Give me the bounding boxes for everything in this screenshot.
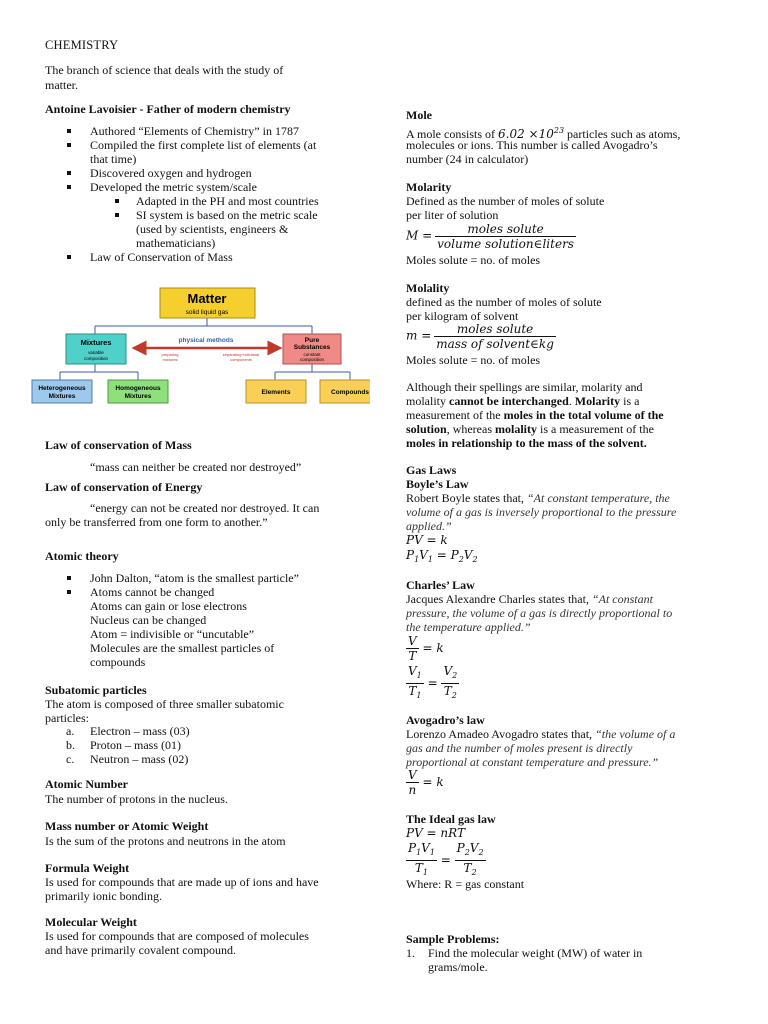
page-title: CHEMISTRY [45, 38, 119, 52]
subatomic-heading: Subatomic particles [45, 683, 147, 697]
compounds-label: Compounds [331, 389, 369, 396]
molecular-weight-text: Is used for compounds that are composed of molecules [45, 929, 309, 943]
pure-label: Pure [304, 337, 320, 344]
preparing-label: mixtures [162, 357, 178, 362]
bullet-icon [67, 143, 71, 147]
text-span: . [568, 394, 575, 408]
molality-heading: Molality [406, 281, 450, 295]
fraction [435, 222, 576, 251]
list-item: Atom = indivisible or “uncutable” [90, 627, 255, 641]
bold-span: cannot be interchanged [449, 394, 569, 408]
charles-text [406, 592, 653, 606]
matter-diagram [30, 284, 370, 408]
avogadro-text: gas and the number of moles present is directly [406, 741, 633, 755]
list-item: Developed the metric system/scale [90, 180, 257, 194]
molarity-formula [406, 222, 576, 251]
text-span: particles such as atoms, [564, 127, 681, 141]
list-item: Proton – mass (01) [90, 738, 181, 752]
atomic-number-heading: Atomic Number [45, 777, 128, 791]
bullet-icon [67, 576, 71, 580]
list-item: Authored “Elements of Chemistry” in 1787 [90, 124, 299, 138]
boyle-text: applied.” [406, 519, 452, 533]
preparing-label: preparing [161, 352, 179, 357]
boyle-text [406, 491, 670, 505]
law-energy-quote: “energy can not be created nor destroyed. It can [90, 501, 320, 515]
ideal-gas-where: Where: R = gas constant [406, 877, 525, 891]
subatomic-text: particles: [45, 711, 89, 725]
list-item: Electron – mass (03) [90, 724, 190, 738]
molality-formula [406, 322, 556, 351]
molecular-weight-text: and have primarily covalent compound. [45, 943, 236, 957]
formula-lhs: m = [406, 328, 432, 343]
list-item: Discovered oxygen and hydrogen [90, 166, 252, 180]
bold-span: moles in the total volume of the [503, 408, 664, 422]
atomic-number-text: The number of protons in the nucleus. [45, 792, 228, 806]
charles-equation-2: $\frac{V_1}{T_1}$ = $\frac{V_2}{T_2}$ [406, 664, 459, 703]
molality-note: Moles solute = no. of moles [406, 353, 541, 367]
formula-weight-text: primarily ionic bonding. [45, 889, 162, 903]
list-item: that time) [90, 152, 137, 166]
law-energy-quote: only be transferred from one form to another.” [45, 515, 268, 529]
bullet-icon [67, 255, 71, 259]
molality-definition: defined as the number of moles of solute [406, 295, 602, 309]
bullet-icon [67, 129, 71, 133]
avogadro-equation: $\frac{V}{n}$ = k [408, 768, 444, 797]
elements-label: Elements [261, 389, 291, 396]
avogadro-text [406, 727, 675, 741]
sub-list-item: (used by scientists, engineers & [136, 222, 289, 236]
molecular-weight-heading: Molecular Weight [45, 915, 137, 929]
physical-methods-label: physical methods [178, 337, 234, 344]
comparison-text: Although their spellings are similar, molarity and [406, 380, 643, 394]
states-label: solid liquid gas [185, 309, 229, 316]
hetero-label: Heterogeneous [38, 385, 86, 392]
text-span: Robert Boyle states that, [406, 491, 527, 505]
sample-problem: grams/mole. [428, 960, 488, 974]
math-span: 6.02 ×10 [498, 127, 554, 141]
numerator: moles solute [456, 322, 534, 336]
separating-label: components [230, 357, 252, 362]
pure-sub: constant [303, 352, 321, 357]
definition-line: matter. [45, 78, 78, 92]
text-span: molality [406, 394, 449, 408]
atomic-heading: Atomic theory [45, 549, 119, 563]
mole-text: molecules or ions. This number is called Avogadro’s [406, 138, 658, 152]
text-span: A mole consists of [406, 127, 498, 141]
molarity-note: Moles solute = no. of moles [406, 253, 541, 267]
bold-span: molality [495, 422, 537, 436]
bullet-icon [67, 185, 71, 189]
avogadro-text: proportional at constant temperature and pressure.” [406, 755, 659, 769]
text-span: Lorenzo Amadeo Avogadro states that, [406, 727, 596, 741]
text-span: Jacques Alexandre Charles states that, [406, 592, 592, 606]
ideal-gas-heading: The Ideal gas law [406, 812, 496, 826]
denominator: volume solution∈liters [437, 237, 574, 251]
sub-list-item: mathematicians) [136, 236, 216, 250]
mole-heading: Mole [406, 108, 432, 122]
comparison-text: moles in relationship to the mass of the solvent. [406, 436, 647, 450]
formula-weight-text: Is used for compounds that are made up of ions and have [45, 875, 319, 889]
list-item: Nucleus can be changed [90, 613, 207, 627]
comparison-text [406, 394, 639, 408]
molarity-definition: per liter of solution [406, 208, 499, 222]
list-item: John Dalton, “atom is the smallest particle” [90, 571, 299, 585]
list-item: Atoms cannot be changed [90, 585, 215, 599]
text-span: , whereas [446, 422, 495, 436]
sub-list-item: SI system is based on the metric scale [136, 208, 318, 222]
list-marker: 1. [406, 946, 415, 960]
formula-weight-heading: Formula Weight [45, 861, 130, 875]
charles-heading: Charles’ Law [406, 578, 475, 592]
mole-text: number (24 in calculator) [406, 152, 529, 166]
italic-span: “At constant temperature, the [526, 491, 670, 505]
text-span: is a [620, 394, 640, 408]
italic-span: “At constant [591, 592, 653, 606]
mixtures-sub: composition [83, 356, 109, 361]
ideal-gas-equation: PV = nRT [406, 826, 465, 840]
sub-bullet-icon [115, 213, 119, 217]
lavoisier-heading: Antoine Lavoisier - Father of modern chemistry [45, 102, 291, 116]
bold-span: solution [406, 422, 447, 436]
mass-number-text: Is the sum of the protons and neutrons in the atom [45, 834, 286, 848]
hetero-label: Mixtures [48, 393, 76, 400]
list-item: Compiled the first complete list of elements (at [90, 138, 317, 152]
bullet-icon [67, 590, 71, 594]
law-energy-heading: Law of conservation of Energy [45, 480, 203, 494]
subatomic-text: The atom is composed of three smaller subatomic [45, 697, 284, 711]
pure-sub: composition [299, 357, 325, 362]
list-marker: a. [66, 724, 75, 738]
list-item: compounds [90, 655, 146, 669]
combined-gas-equation: $\frac{P_1V_1}{T_1}$ = $\frac{P_2V_2}{T_2}$ [406, 841, 486, 880]
boyle-equation: PV = k [406, 533, 448, 547]
matter-label: Matter [187, 291, 227, 306]
exponent: 23 [553, 126, 565, 135]
law-mass-heading: Law of conservation of Mass [45, 438, 192, 452]
gas-laws-heading: Gas Laws [406, 463, 457, 477]
homo-label: Homogeneous [115, 385, 161, 392]
mixtures-label: Mixtures [80, 338, 112, 347]
boyle-equation-2: $P_1V_1 = P_2V_2$ [406, 548, 478, 564]
molarity-heading: Molarity [406, 180, 452, 194]
boyle-text: volume of a gas is inversely proportional to the pressure [406, 505, 677, 519]
pure-label: Substances [293, 344, 331, 351]
avogadro-heading: Avogadro’s law [406, 713, 485, 727]
text-span: measurement of the [406, 408, 504, 422]
text-span: is a measurement of the [537, 422, 654, 436]
fraction [434, 322, 556, 351]
formula-lhs: M = [406, 228, 433, 243]
list-item: Atoms can gain or lose electrons [90, 599, 247, 613]
bullet-icon [67, 171, 71, 175]
molarity-definition: Defined as the number of moles of solute [406, 194, 605, 208]
boyle-heading: Boyle’s Law [406, 477, 469, 491]
sample-problems-heading: Sample Problems: [406, 932, 500, 946]
mixtures-sub: variable [88, 350, 104, 355]
separating-label: separating individual [222, 352, 260, 357]
charles-text: the temperature applied.” [406, 620, 531, 634]
sub-bullet-icon [115, 199, 119, 203]
molality-definition: per kilogram of solvent [406, 309, 519, 323]
list-item: Neutron – mass (02) [90, 752, 189, 766]
denominator: mass of solvent∈kg [436, 337, 554, 351]
comparison-text [406, 408, 664, 422]
law-mass-quote: “mass can neither be created nor destroyed” [90, 460, 302, 474]
list-marker: b. [66, 738, 75, 752]
list-item: Molecules are the smallest particles of [90, 641, 275, 655]
list-item: Law of Conservation of Mass [90, 250, 233, 264]
charles-text: pressure, the volume of a gas is directly proportional to [406, 606, 673, 620]
italic-span: “the volume of a [595, 727, 676, 741]
list-marker: c. [66, 752, 75, 766]
mass-number-heading: Mass number or Atomic Weight [45, 819, 209, 833]
sample-problem: Find the molecular weight (MW) of water in [428, 946, 643, 960]
sub-list-item: Adapted in the PH and most countries [136, 194, 319, 208]
definition-line: The branch of science that deals with the study of [45, 63, 284, 77]
comparison-text [406, 422, 654, 436]
homo-label: Mixtures [124, 393, 152, 400]
charles-equation: $\frac{V}{T}$ = k [408, 634, 444, 663]
bold-span: Molarity [574, 394, 621, 408]
numerator: moles solute [467, 222, 544, 236]
